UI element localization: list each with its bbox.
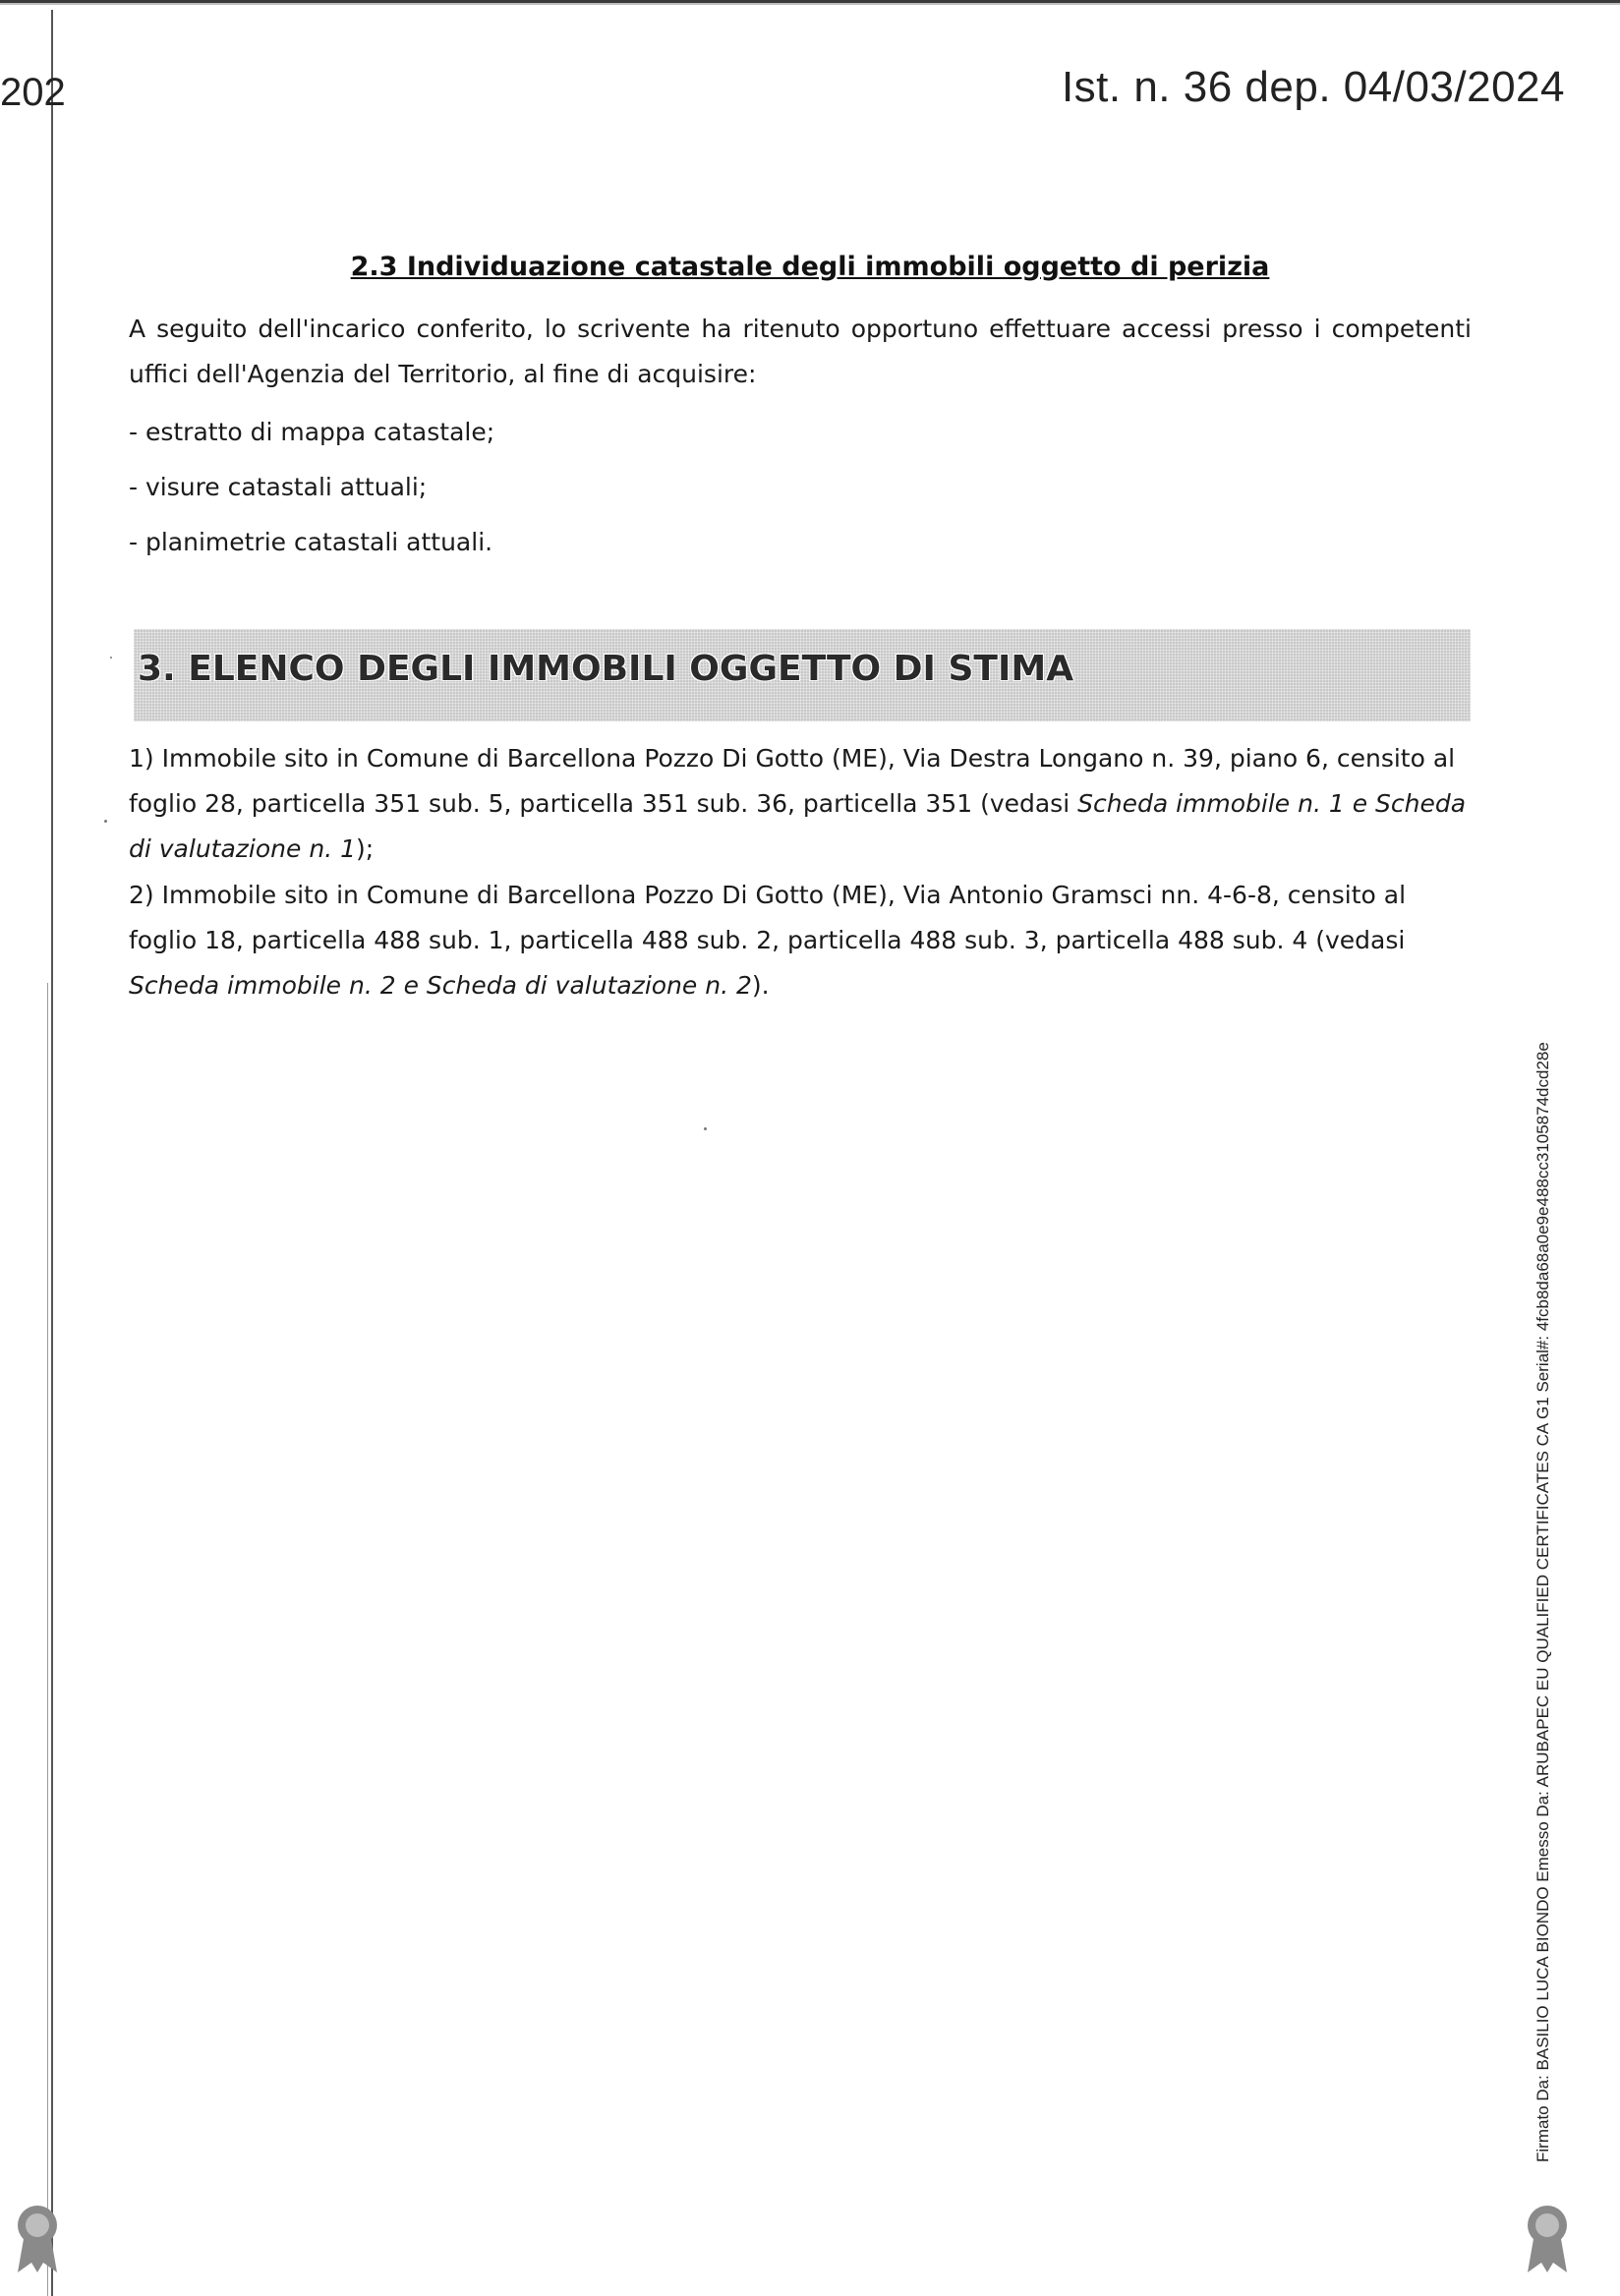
property-item-2-text: 2) Immobile sito in Comune di Barcellona Pozzo Di Gotto (ME), Via Antonio Gramsci nn. 4-6-8, censito al foglio 18, particella 488 sub. 1, particella 488 sub. 2, particella 488 sub. 3, particella 488 sub. 4 (vedasi (129, 881, 1407, 954)
list-item: - planimetrie catastali attuali. (129, 528, 493, 556)
seal-icon (1520, 2200, 1575, 2274)
list-item: - visure catastali attuali; (129, 473, 428, 501)
section-2-3-title: 2.3 Individuazione catastale degli immobili oggetto di perizia (350, 252, 1270, 282)
property-item-1-reference: Scheda immobile n. 1 e Scheda di valutazione n. 1 (129, 789, 1467, 863)
seal-icon (10, 2200, 65, 2274)
left-margin-line-faint (47, 983, 48, 2296)
property-item-2-reference: Scheda immobile n. 2 e Scheda di valutazione n. 2 (129, 971, 752, 1000)
property-item-1-text: 1) Immobile sito in Comune di Barcellona Pozzo Di Gotto (ME), Via Destra Longano n. 39, piano 6, censito al foglio 28, particella 351 sub. 5, particella 351 sub. 36, particella 351 (vedasi (129, 744, 1456, 818)
property-item-1-tail: ); (355, 834, 375, 863)
scan-speck (104, 820, 107, 823)
section-3-title: 3. ELENCO DEGLI IMMOBILI OGGETTO DI STIMA (138, 649, 1074, 689)
section-2-3-intro: A seguito dell'incarico conferito, lo scrivente ha ritenuto opportuno effettuare accessi presso i competenti uffici dell'Agenzia del Territorio, al fine di acquisire: (129, 315, 1472, 388)
list-item: - estratto di mappa catastale; (129, 418, 495, 446)
property-item-2 (129, 873, 1472, 1008)
left-margin-line (51, 10, 53, 2296)
property-item-1 (129, 736, 1472, 872)
page-number-stub: 202 (0, 71, 66, 114)
scan-speck (704, 1127, 707, 1130)
top-border-line (0, 0, 1620, 8)
document-reference: Ist. n. 36 dep. 04/03/2024 (1061, 63, 1565, 111)
digital-signature-text: Firmato Da: BASILIO LUCA BIONDO Emesso Da: ARUBAPEC EU QUALIFIED CERTIFICATES CA G1 Serial#: 4fcb8da68a0e9e488cc3105874dcd28e (1533, 1042, 1552, 2162)
scan-speck (110, 657, 112, 659)
property-item-2-tail: ). (751, 971, 770, 1000)
